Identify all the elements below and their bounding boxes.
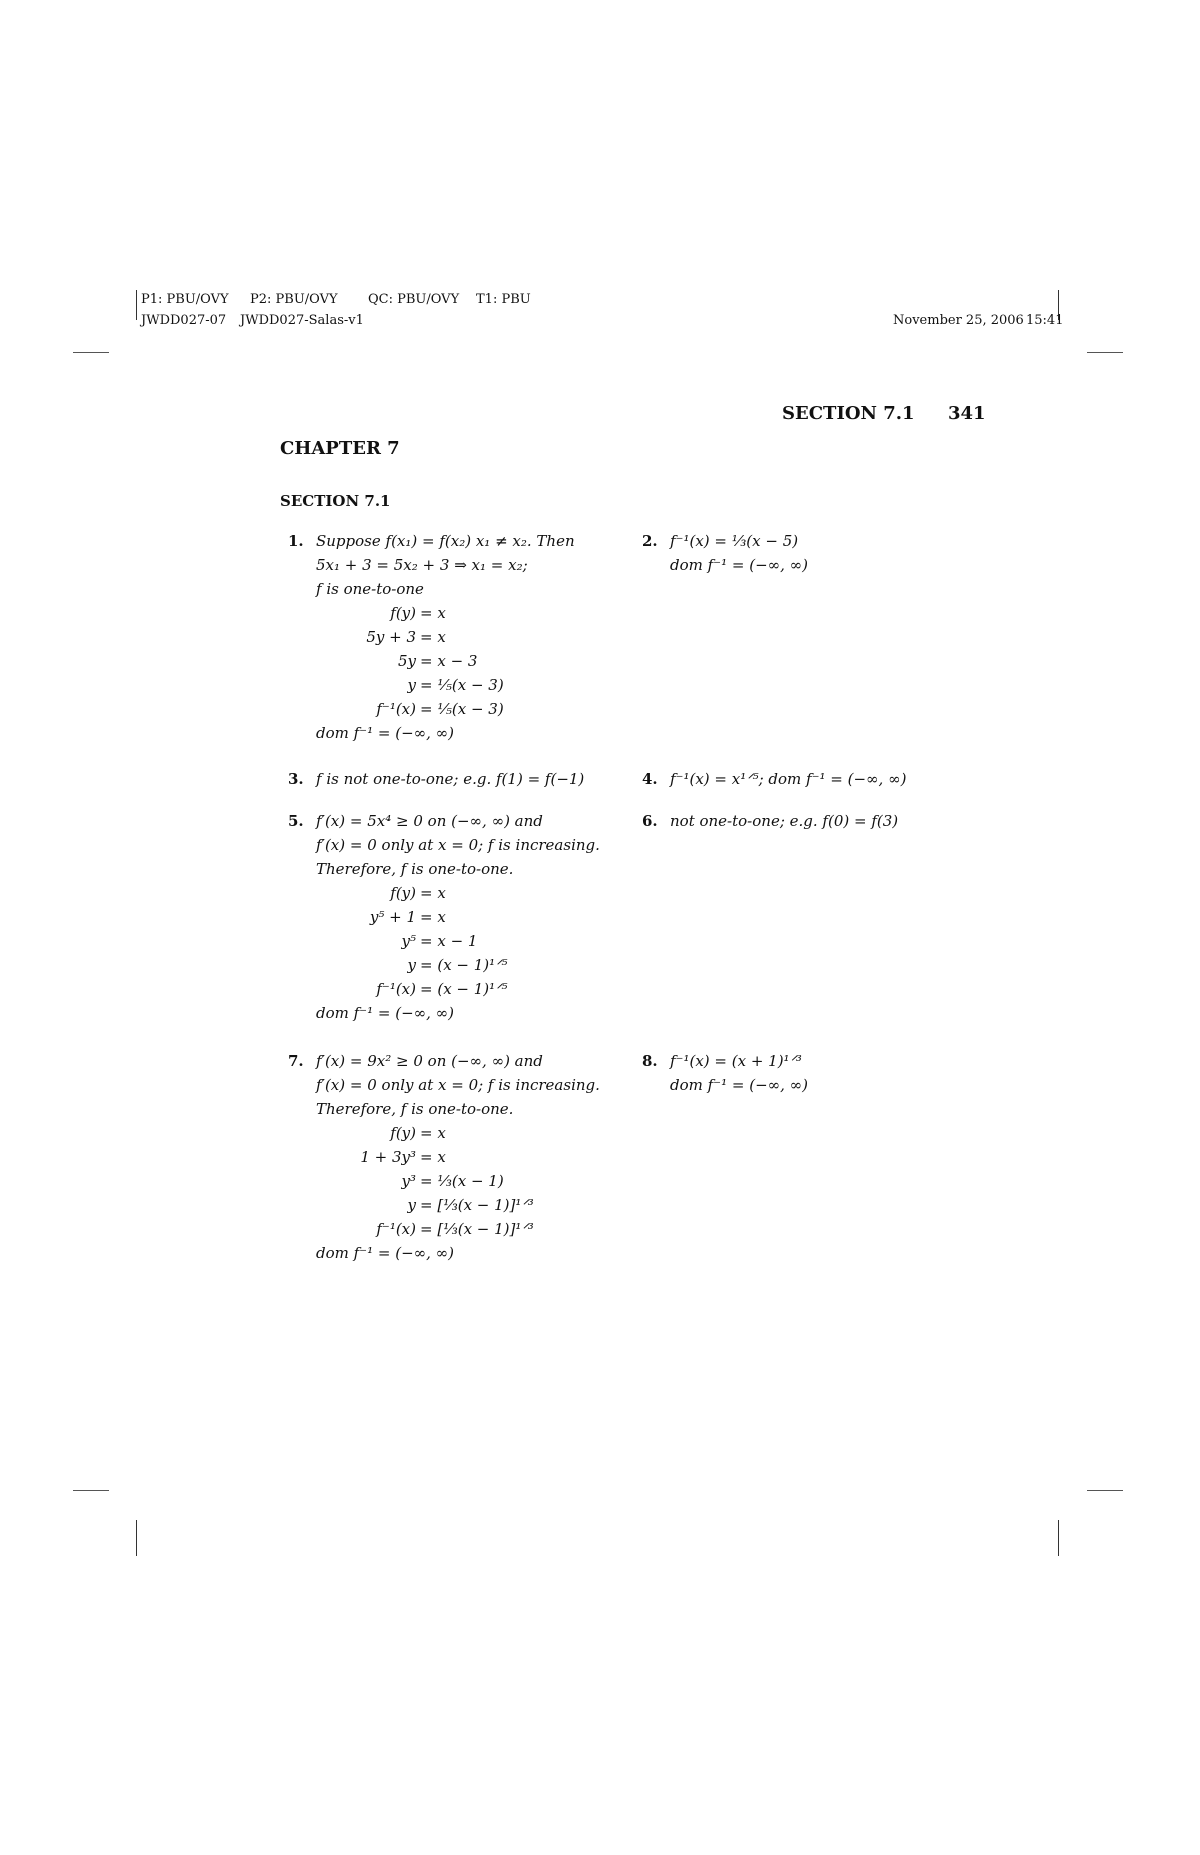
crop-mark-top-right-h xyxy=(1087,352,1123,353)
chapter-title: CHAPTER 7 xyxy=(280,438,400,459)
problem-5-eq-right: = x xyxy=(420,884,446,902)
problem-5-eq-right: = (x − 1)¹ᐟ⁵ xyxy=(420,980,508,998)
problem-1-domain: dom f⁻¹ = (−∞, ∞) xyxy=(316,724,455,742)
problem-5-eq-right: = x xyxy=(420,908,446,926)
problem-5-eq-right: = x − 1 xyxy=(420,932,478,950)
running-head-page: 341 xyxy=(948,403,986,424)
problem-4-text: f⁻¹(x) = x¹ᐟ⁵; dom f⁻¹ = (−∞, ∞) xyxy=(670,770,907,788)
problem-1-eq-left: f(y) xyxy=(390,604,416,622)
header-t1: T1: PBU xyxy=(476,292,531,307)
crop-mark-top-left xyxy=(136,290,137,320)
problem-7-line-3: Therefore, f is one-to-one. xyxy=(316,1100,514,1118)
header-qc: QC: PBU/OVY xyxy=(368,292,460,307)
problem-7-eq-left: f⁻¹(x) xyxy=(376,1220,416,1238)
problem-2-line-2: dom f⁻¹ = (−∞, ∞) xyxy=(670,556,809,574)
problem-7-eq-left: 1 + 3y³ xyxy=(360,1148,416,1166)
problem-5-line-1: f′(x) = 5x⁴ ≥ 0 on (−∞, ∞) and xyxy=(316,812,543,830)
header-date: November 25, 2006 xyxy=(893,313,1024,328)
problem-1-eq-left: f⁻¹(x) xyxy=(376,700,416,718)
problem-7-eq-right: = ⅓(x − 1) xyxy=(420,1172,504,1190)
problem-5-line-2: f′(x) = 0 only at x = 0; f is increasing. xyxy=(316,836,600,854)
problem-7-eq-left: y xyxy=(407,1196,416,1214)
problem-5-eq-left: y⁵ + 1 xyxy=(369,908,416,926)
problem-7-eq-right: = [⅓(x − 1)]¹ᐟ³ xyxy=(420,1220,534,1238)
problem-1-line-2: 5x₁ + 3 = 5x₂ + 3 ⇒ x₁ = x₂; xyxy=(316,556,528,574)
problem-7-line-2: f′(x) = 0 only at x = 0; f is increasing. xyxy=(316,1076,600,1094)
problem-1-eq-right: = x − 3 xyxy=(420,652,478,670)
header-time: 15:41 xyxy=(1026,313,1064,328)
running-head-section: SECTION 7.1 xyxy=(782,403,915,424)
problem-1-eq-left: 5y + 3 xyxy=(366,628,416,646)
crop-mark-bottom-left-h xyxy=(73,1490,109,1491)
problem-5-domain: dom f⁻¹ = (−∞, ∞) xyxy=(316,1004,455,1022)
problem-7-eq-right: = [⅓(x − 1)]¹ᐟ³ xyxy=(420,1196,534,1214)
problem-1-line-3: f is one-to-one xyxy=(316,580,424,598)
crop-mark-bottom-right-h xyxy=(1087,1490,1123,1491)
problem-5-line-3: Therefore, f is one-to-one. xyxy=(316,860,514,878)
problem-8-line-1: f⁻¹(x) = (x + 1)¹ᐟ³ xyxy=(670,1052,802,1070)
section-title: SECTION 7.1 xyxy=(280,492,391,510)
problem-7-number: 7. xyxy=(288,1052,304,1070)
problem-7-eq-right: = x xyxy=(420,1148,446,1166)
problem-6-text: not one-to-one; e.g. f(0) = f(3) xyxy=(670,812,899,830)
problem-5-eq-right: = (x − 1)¹ᐟ⁵ xyxy=(420,956,508,974)
problem-1-line-1: Suppose f(x₁) = f(x₂) x₁ ≠ x₂. Then xyxy=(316,532,575,550)
crop-mark-bottom-left xyxy=(136,1520,137,1556)
problem-1-number: 1. xyxy=(288,532,304,550)
problem-5-eq-left: f⁻¹(x) xyxy=(376,980,416,998)
problem-2-line-1: f⁻¹(x) = ⅓(x − 5) xyxy=(670,532,799,550)
header-job-id: JWDD027-07 xyxy=(141,313,227,328)
problem-7-eq-left: y³ xyxy=(401,1172,416,1190)
problem-5-number: 5. xyxy=(288,812,304,830)
problem-1-eq-right: = ⅕(x − 3) xyxy=(420,700,504,718)
problem-1-eq-right: = x xyxy=(420,628,446,646)
problem-7-line-1: f′(x) = 9x² ≥ 0 on (−∞, ∞) and xyxy=(316,1052,543,1070)
header-p2: P2: PBU/OVY xyxy=(250,292,338,307)
problem-7-domain: dom f⁻¹ = (−∞, ∞) xyxy=(316,1244,455,1262)
problem-1-eq-right: = ⅕(x − 3) xyxy=(420,676,504,694)
crop-mark-top-left-h xyxy=(73,352,109,353)
problem-1-eq-left: 5y xyxy=(397,652,416,670)
problem-7-eq-right: = x xyxy=(420,1124,446,1142)
header-p1: P1: PBU/OVY xyxy=(141,292,229,307)
problem-5-eq-left: y⁵ xyxy=(401,932,416,950)
problem-3-text: f is not one-to-one; e.g. f(1) = f(−1) xyxy=(316,770,585,788)
crop-mark-bottom-right xyxy=(1058,1520,1059,1556)
header-book-id: JWDD027-Salas-v1 xyxy=(240,313,364,328)
problem-7-eq-left: f(y) xyxy=(390,1124,416,1142)
problem-2-number: 2. xyxy=(642,532,658,550)
problem-1-eq-left: y xyxy=(407,676,416,694)
problem-5-eq-left: f(y) xyxy=(390,884,416,902)
problem-6-number: 6. xyxy=(642,812,658,830)
problem-3-number: 3. xyxy=(288,770,304,788)
problem-4-number: 4. xyxy=(642,770,658,788)
problem-8-number: 8. xyxy=(642,1052,658,1070)
problem-5-eq-left: y xyxy=(407,956,416,974)
problem-8-line-2: dom f⁻¹ = (−∞, ∞) xyxy=(670,1076,809,1094)
problem-1-eq-right: = x xyxy=(420,604,446,622)
